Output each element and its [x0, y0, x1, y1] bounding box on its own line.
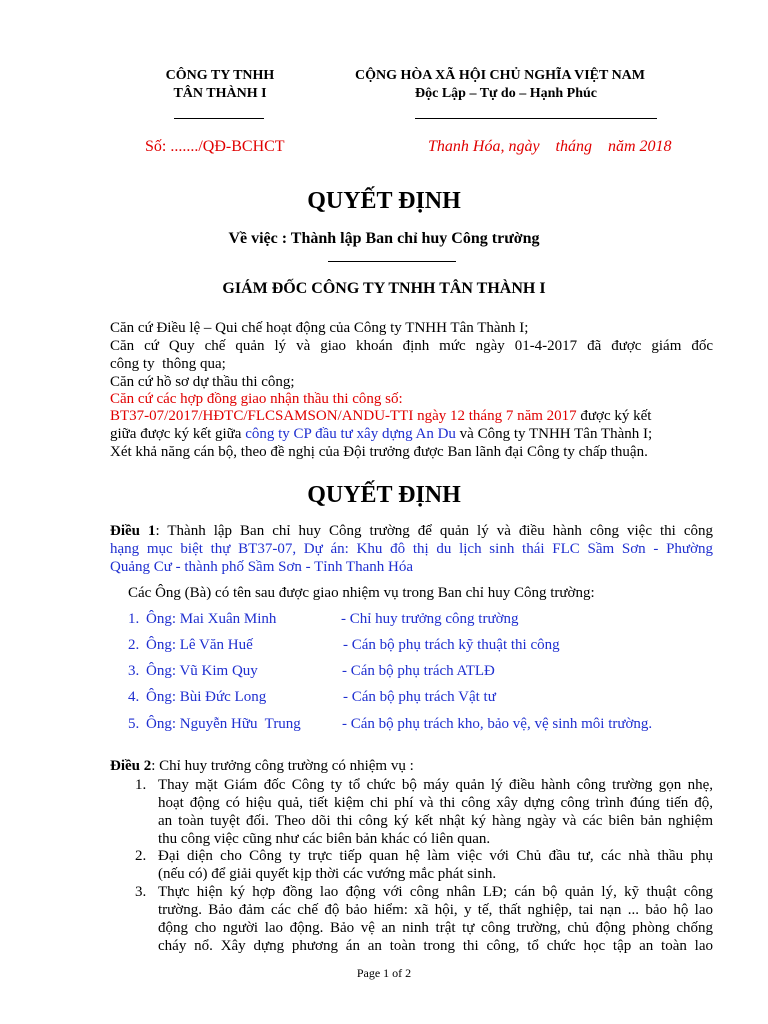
member-2-name: Ông: Lê Văn Huế	[146, 637, 253, 653]
basis-5-suffix: được ký kết	[576, 408, 652, 424]
member-3-num: 3.	[128, 663, 140, 679]
duty-3-line2: trường. Bảo đảm các chế độ bảo hiểm: xã hội, y tế, thất nghiệp, tai nạn ... bảo hộ lao	[158, 902, 713, 918]
article-1-line1	[110, 523, 713, 540]
duty-1-line1: Thay mặt Giám đốc Công ty tổ chức bộ máy quản lý điều hành công trường gọn nhẹ,	[158, 777, 713, 793]
decision-title: QUYẾT ĐỊNH	[307, 482, 461, 508]
basis-4: Căn cứ các hợp đồng giao nhận thầu thi công số:	[110, 391, 403, 407]
company-underline	[174, 118, 264, 119]
investor-name: công ty CP đầu tư xây dựng An Du	[245, 426, 456, 442]
place-date: Thanh Hóa, ngày tháng năm 2018	[428, 138, 672, 155]
duty-1-line4: thu công việc cũng như các biên bản khác có liên quan.	[158, 831, 491, 847]
member-2-role: - Cán bộ phụ trách kỹ thuật thi công	[343, 637, 560, 653]
duty-2-line2: (nếu có) để giải quyết kịp thời các vướng mắc phát sinh.	[158, 866, 497, 882]
document-number: Số: ......./QĐ-BCHCT	[145, 138, 285, 155]
member-5-num: 5.	[128, 716, 140, 732]
duty-3-num: 3.	[135, 884, 147, 900]
company-name-line1: CÔNG TY TNHH	[165, 68, 275, 83]
member-1-role: - Chỉ huy trưởng công trường	[341, 611, 519, 627]
article-2-label: Điều 2	[110, 758, 152, 774]
article-1-line3: Quảng Cư - thành phố Sầm Sơn - Tỉnh Thanh Hóa	[110, 559, 413, 575]
duty-2-line1: Đại diện cho Công ty trực tiếp quan hệ làm việc với Chủ đầu tư, các nhà thầu phụ	[158, 848, 713, 864]
basis-2-line1: Căn cứ Quy chế quản lý và giao khoán định mức ngày 01-4-2017 đã được giám đốc	[110, 338, 713, 354]
member-4-num: 4.	[128, 689, 140, 705]
basis-3: Căn cứ hồ sơ dự thầu thi công;	[110, 374, 295, 390]
member-4-role: - Cán bộ phụ trách Vật tư	[343, 689, 496, 705]
duty-3-line4: cháy nổ. Xây dựng phương án an toàn trong thi công, tổ chức học tập an toàn lao	[158, 938, 713, 954]
article-1-text: : Thành lập Ban chỉ huy Công trường để quản lý và điều hành công việc thi công	[155, 523, 713, 539]
member-3-role: - Cán bộ phụ trách ATLĐ	[342, 663, 495, 679]
duty-2-num: 2.	[135, 848, 147, 864]
basis-1: Căn cứ Điều lệ – Qui chế hoạt động của Công ty TNHH Tân Thành I;	[110, 320, 529, 336]
member-3-name: Ông: Vũ Kim Quy	[146, 663, 258, 679]
article-1-line2: hạng mục biệt thự BT37-07, Dự án: Khu đô thị du lịch sinh thái FLC Sầm Sơn - Phường	[110, 541, 713, 557]
company-name-line2: TÂN THÀNH I	[173, 86, 267, 101]
contract-number: BT37-07/2017/HĐTC/FLCSAMSON/ANDU-TTI ngày 12 tháng 7 năm 2017	[110, 408, 577, 424]
member-2-num: 2.	[128, 637, 140, 653]
subject-line: Về việc : Thành lập Ban chỉ huy Công trường	[228, 230, 540, 247]
basis-2-line2: công ty thông qua;	[110, 356, 226, 372]
article-2-text: : Chỉ huy trưởng công trường có nhiệm vụ :	[151, 758, 414, 774]
duty-3-line1: Thực hiện ký hợp đồng lao động với công nhân LĐ; cán bộ quản lý, kỹ thuật công	[158, 884, 713, 900]
basis-6-prefix: giữa được ký kết giữa	[110, 426, 246, 442]
duty-3-line3: động cho người lao động. Bảo vệ an ninh trật tự công trường, chủ động phòng chống	[158, 920, 713, 936]
member-5-name: Ông: Nguyễn Hữu Trung	[146, 716, 301, 732]
basis-7: Xét khả năng cán bộ, theo đề nghị của Đội trưởng được Ban lãnh đại Công ty chấp thuận.	[110, 444, 648, 460]
basis-6-suffix: và Công ty TNHH Tân Thành I;	[455, 426, 653, 442]
nation-underline	[415, 118, 657, 119]
duty-1-line3: an toàn tuyệt đối. Theo dõi thi công ký kết nhật ký hàng ngày và các biên bản nghiệm	[158, 813, 713, 829]
authority-line: GIÁM ĐỐC CÔNG TY TNHH TÂN THÀNH I	[222, 280, 546, 297]
duty-1-line2: hoạt động có hiệu quả, tiết kiệm chi phí và thi công xây dựng công trình đúng tiến độ,	[158, 795, 713, 811]
nation-motto: Độc Lập – Tự do – Hạnh Phúc	[415, 86, 598, 101]
page-number: Page 1 of 2	[356, 966, 412, 980]
member-1-name: Ông: Mai Xuân Minh	[146, 611, 277, 627]
article-2-heading	[110, 758, 414, 775]
duty-1-num: 1.	[135, 777, 147, 793]
member-4-name: Ông: Bùi Đức Long	[146, 689, 267, 705]
subject-underline	[328, 261, 456, 262]
page-title: QUYẾT ĐỊNH	[307, 188, 461, 214]
basis-6	[110, 426, 652, 443]
basis-5	[110, 408, 651, 425]
nation-name: CỘNG HÒA XÃ HỘI CHỦ NGHĨA VIỆT NAM	[354, 68, 645, 83]
member-1-num: 1.	[128, 611, 140, 627]
members-intro: Các Ông (Bà) có tên sau được giao nhiệm vụ trong Ban chỉ huy Công trường:	[128, 585, 595, 601]
article-1-label: Điều 1	[110, 523, 156, 539]
member-5-role: - Cán bộ phụ trách kho, bảo vệ, vệ sinh môi trường.	[342, 716, 653, 732]
